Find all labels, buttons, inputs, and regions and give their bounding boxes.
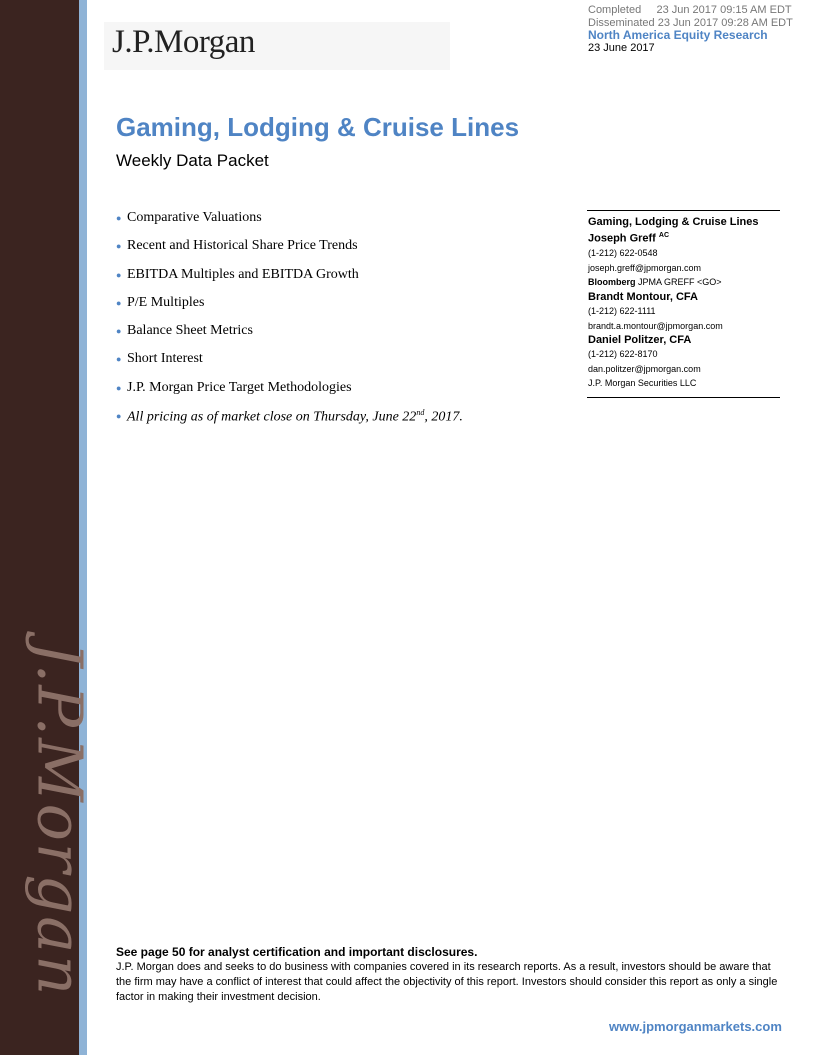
watermark-logo: J.P.Morgan: [23, 641, 97, 998]
bullet-icon: ●: [116, 297, 122, 308]
report-subtitle: Weekly Data Packet: [116, 151, 269, 170]
contents-list: [116, 210, 463, 436]
analyst-email[interactable]: joseph.greff@jpmorgan.com: [588, 262, 702, 273]
report-date: 23 June 2017: [588, 41, 655, 54]
bullet-icon: ●: [116, 382, 122, 393]
disclosure-text: J.P. Morgan does and seeks to do business with companies covered in its research reports. As a result, investors should be aware that the firm may have a conflict of interest that could affect the objectivity of this report. Investors should consider this report as only a single factor in making their investment decision.: [116, 961, 778, 1003]
report-title: Gaming, Lodging & Cruise Lines: [116, 112, 520, 142]
list-item: ● Comparative Valuations: [116, 210, 262, 225]
analyst-name: Daniel Politzer, CFA: [588, 333, 692, 346]
disseminated-timestamp: Disseminated 23 Jun 2017 09:28 AM EDT: [588, 16, 793, 29]
analyst-email[interactable]: brandt.a.montour@jpmorgan.com: [588, 320, 723, 331]
company-logo: J.P.Morgan: [112, 24, 255, 60]
disclosure-section: [116, 945, 786, 1005]
pricing-note: ● All pricing as of market close on Thursday, June 22nd, 2017.: [116, 408, 463, 425]
analyst-box: [587, 210, 780, 398]
list-item: ● Short Interest: [116, 351, 203, 367]
bullet-icon: ●: [116, 213, 122, 223]
bullet-icon: ●: [116, 241, 122, 252]
list-item: ● EBITDA Multiples and EBITDA Growth: [116, 266, 359, 282]
bullet-icon: ●: [116, 269, 122, 280]
firm-name: J.P. Morgan Securities LLC: [588, 378, 697, 389]
bullet-icon: ●: [116, 354, 122, 365]
disclosure-heading: See page 50 for analyst certification and important disclosures.: [116, 945, 478, 959]
list-item: ● Recent and Historical Share Price Trends: [116, 238, 358, 254]
analyst-name: Joseph Greff $^{AC}$: [588, 232, 670, 246]
bullet-icon: ●: [116, 411, 122, 422]
website-link[interactable]: www.jpmorganmarkets.com: [609, 1019, 782, 1034]
analyst-bloomberg: Bloomberg JPMA GREFF <GO>: [588, 277, 722, 288]
list-item: ● Balance Sheet Metrics: [116, 323, 253, 339]
analyst-phone: (1-212) 622-1111: [588, 306, 656, 317]
analyst-name: Brandt Montour, CFA: [588, 290, 698, 303]
analyst-email[interactable]: dan.politzer@jpmorgan.com: [588, 363, 701, 374]
analyst-phone: (1-212) 622-8170: [588, 349, 658, 360]
research-division: North America Equity Research: [588, 28, 768, 42]
report-metadata: [588, 4, 793, 54]
bullet-icon: ●: [116, 326, 122, 337]
analyst-phone: (1-212) 622-0548: [588, 248, 658, 259]
completed-timestamp: Completed 23 Jun 2017 09:15 AM EDT: [588, 4, 792, 16]
list-item: ● P/E Multiples: [116, 294, 205, 310]
list-item: ● J.P. Morgan Price Target Methodologies: [116, 379, 352, 395]
sector-heading: Gaming, Lodging & Cruise Lines: [588, 216, 759, 228]
